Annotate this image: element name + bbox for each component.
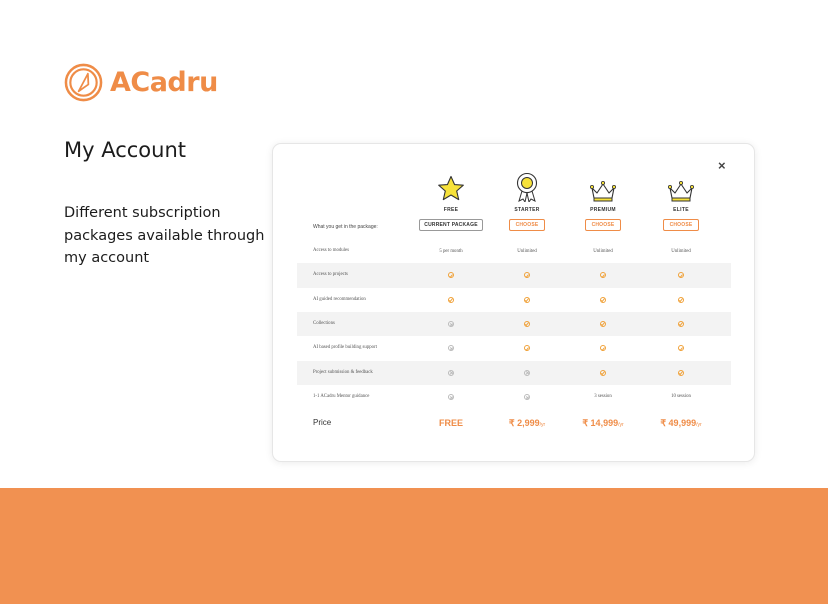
footer-band [0,488,828,604]
current-package-button[interactable]: CURRENT PACKAGE [419,219,482,231]
check-icon [600,345,606,351]
subscription-card [272,143,755,462]
check-icon [600,297,606,303]
feature-label: AI based profile building support [313,345,377,351]
check-icon [524,272,530,278]
feature-value: 5 per month [439,248,463,254]
crown-icon [563,172,643,202]
plan-name: ELITE [673,207,689,213]
price-row [297,412,731,436]
price-free: FREE [438,418,463,428]
plan-name: FREE [443,207,459,213]
check-icon [678,345,684,351]
feature-value: 3 session [594,394,612,400]
feature-label: AI guided recommendation [313,296,366,302]
plan-starter [487,172,567,231]
check-icon [600,370,606,376]
page-title: My Account [64,138,187,162]
cross-icon [448,345,454,351]
feature-label: Access to modules [313,248,349,253]
feature-row [297,336,731,360]
feature-value: Unlimited [593,248,613,254]
feature-label: Access to projects [313,272,348,278]
feature-row [297,312,731,336]
brand-name: ACadru [110,67,218,98]
cross-icon [448,394,454,400]
feature-value: Unlimited [671,248,691,254]
choose-starter-button[interactable]: CHOOSE [509,219,546,231]
price-premium: ₹ 14,999/yr [582,418,624,428]
star-icon [411,172,491,202]
feature-row [297,288,731,312]
medal-icon [487,172,567,202]
cross-icon [448,370,454,376]
feature-label: Collections [313,320,335,326]
feature-value: 10 session [671,394,691,400]
check-icon [600,321,606,327]
page-description: Different subscription packages available through my account [64,205,265,266]
check-icon [678,321,684,327]
check-icon [448,297,454,303]
feature-row [297,239,731,263]
close-icon[interactable]: × [718,158,726,173]
plan-name: PREMIUM [590,207,616,213]
feature-label: Project submission & feedback [313,369,373,375]
feature-row [297,385,731,409]
acadru-logo [64,63,218,102]
check-icon [678,370,684,376]
cross-icon [524,370,530,376]
plan-free [411,172,491,231]
feature-row [297,263,731,287]
feature-row [297,361,731,385]
check-icon [524,297,530,303]
plan-elite [641,172,721,231]
check-icon [678,272,684,278]
plan-premium [563,172,643,231]
feature-value: Unlimited [517,248,537,254]
package-label: What you get in the package: [313,224,378,230]
check-icon [524,321,530,327]
check-icon [524,345,530,351]
feature-label: 1-1 ACadru Mentor guidance [313,393,370,399]
check-icon [678,297,684,303]
cross-icon [448,321,454,327]
crown-icon [641,172,721,202]
check-icon [600,272,606,278]
choose-premium-button[interactable]: CHOOSE [585,219,622,231]
cross-icon [524,394,530,400]
price-elite: ₹ 49,999/yr [660,418,702,428]
compass-logo-icon [64,63,103,102]
price-label: Price [313,418,332,427]
check-icon [448,272,454,278]
price-starter: ₹ 2,999/yr [508,418,546,428]
choose-elite-button[interactable]: CHOOSE [663,219,700,231]
plan-name: STARTER [514,207,540,213]
